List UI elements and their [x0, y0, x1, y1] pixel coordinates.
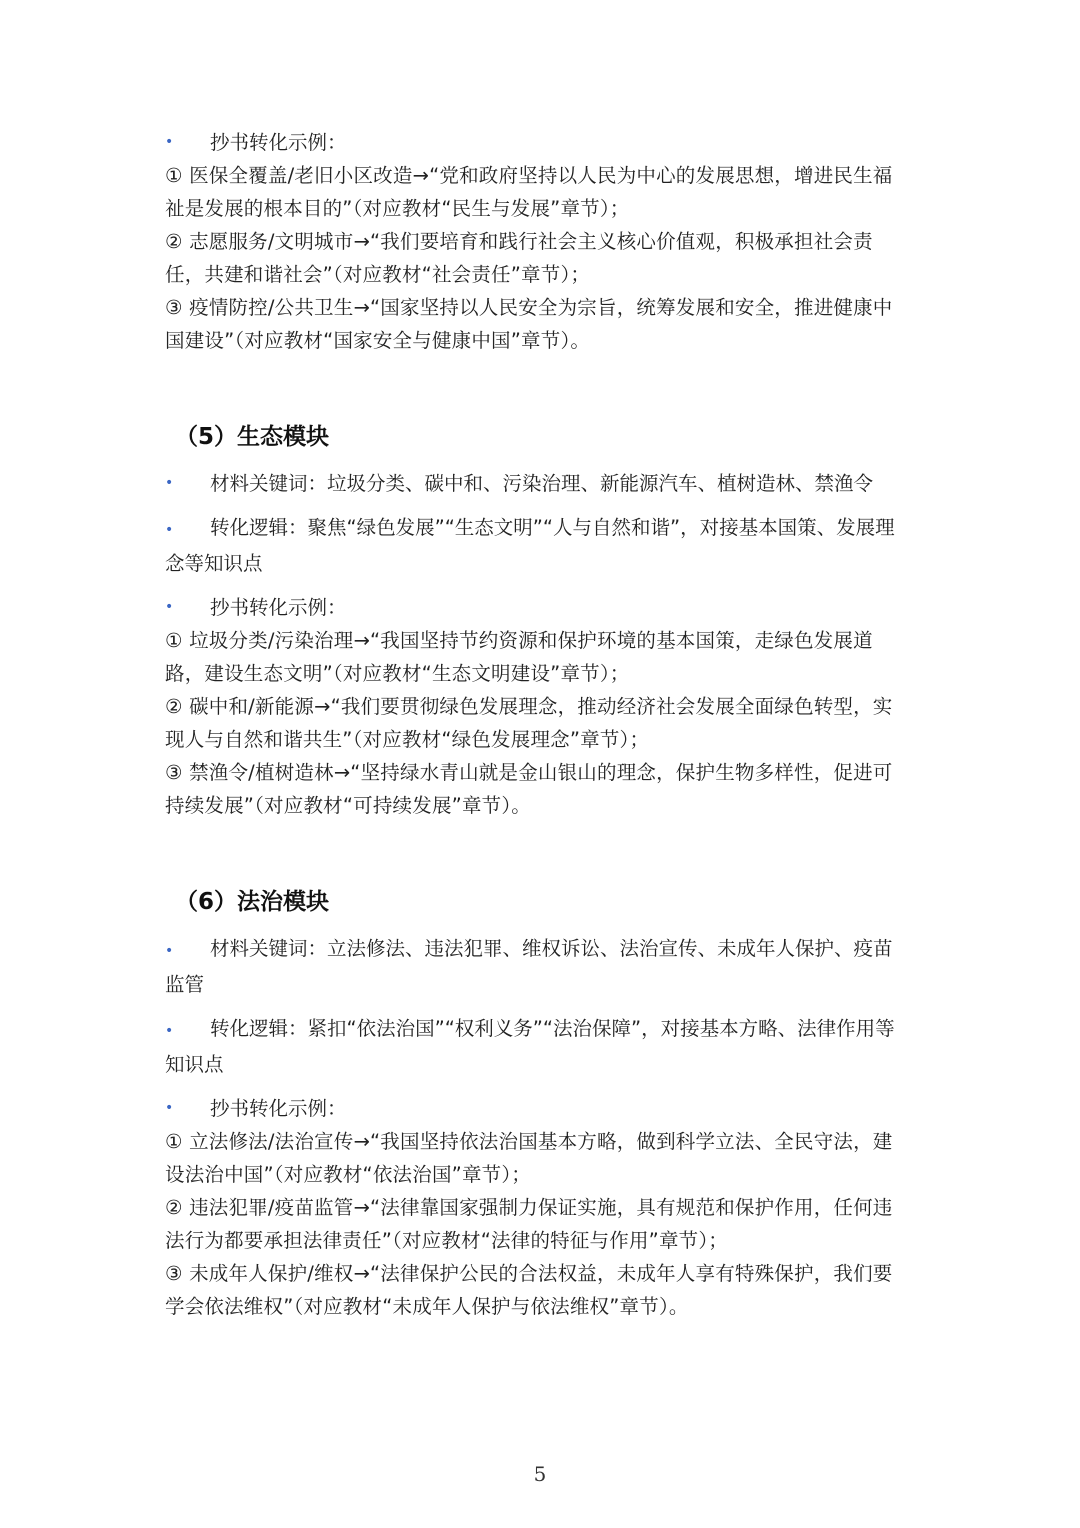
- example-item: ① 立法修法/法治宣传→“我国坚持依法治国基本方略，做到科学立法、全民守法，建设法治中国”（对应教材“依法治国”章节）；: [165, 1130, 893, 1186]
- example-item: ① 医保全覆盖/老旧小区改造→“党和政府坚持以人民为中心的发展思想，增进民生福祉是发展的根本目的”（对应教材“民生与发展”章节）；: [165, 164, 893, 220]
- bullet-icon: •: [165, 475, 174, 491]
- example-item: ② 志愿服务/文明城市→“我们要培育和践行社会主义核心价值观，积极承担社会责任，共建和谐社会”（对应教材“社会责任”章节）；: [165, 230, 873, 286]
- example-item: ① 垃圾分类/污染治理→“我国坚持节约资源和保护环境的基本国策，走绿色发展道路，建设生态文明”（对应教材“生态文明建设”章节）；: [165, 629, 873, 685]
- list-item: [165, 591, 910, 624]
- section-heading: （6）法治模块: [175, 889, 330, 915]
- example-item: ② 违法犯罪/疫苗监管→“法律靠国家强制力保证实施，具有规范和保护作用，任何违法行为都要承担法律责任”（对应教材“法律的特征与作用”章节）；: [165, 1196, 893, 1252]
- list-item: [165, 1092, 910, 1125]
- list-item: • 材料关键词：立法修法、违法犯罪、维权诉讼、法治宣传、未成年人保护、疫苗监管: [165, 937, 893, 996]
- logic-text: 转化逻辑：聚焦“绿色发展”“生态文明”“人与自然和谐”，对接基本国策、发展理念等知识点: [165, 516, 895, 575]
- keywords-text: 材料关键词：垃圾分类、碳中和、污染治理、新能源汽车、植树造林、禁渔令: [210, 472, 874, 495]
- logic-text: 转化逻辑：紧扣“依法治国”“权利义务”“法治保障”，对接基本方略、法律作用等知识点: [165, 1017, 895, 1076]
- list-item: [165, 126, 910, 159]
- page-content: [165, 126, 910, 1323]
- list-item: • 转化逻辑：聚焦“绿色发展”“生态文明”“人与自然和谐”，对接基本国策、发展理念等知识点: [165, 516, 895, 575]
- bullet-icon: •: [165, 599, 174, 615]
- page-number: 5: [533, 1462, 547, 1486]
- list-item: • 转化逻辑：紧扣“依法治国”“权利义务”“法治保障”，对接基本方略、法律作用等知识点: [165, 1017, 895, 1076]
- section-heading: （5）生态模块: [175, 424, 330, 450]
- example-label: 抄书转化示例：: [210, 596, 347, 619]
- keywords-text: 材料关键词：立法修法、违法犯罪、维权诉讼、法治宣传、未成年人保护、疫苗监管: [165, 937, 893, 996]
- example-item: ③ 疫情防控/公共卫生→“国家坚持以人民安全为宗旨，统筹发展和安全，推进健康中国建设”（对应教材“国家安全与健康中国”章节）。: [165, 296, 893, 352]
- bullet-icon: •: [165, 1100, 174, 1116]
- example-item: ③ 禁渔令/植树造林→“坚持绿水青山就是金山银山的理念，保护生物多样性，促进可持续发展”（对应教材“可持续发展”章节）。: [165, 761, 893, 817]
- bullet-icon: •: [165, 134, 174, 150]
- list-item: [165, 467, 910, 500]
- example-item: ② 碳中和/新能源→“我们要贯彻绿色发展理念，推动经济社会发展全面绿色转型，实现人与自然和谐共生”（对应教材“绿色发展理念”章节）；: [165, 695, 893, 751]
- example-label: 抄书转化示例：: [210, 131, 347, 154]
- example-label: 抄书转化示例：: [210, 1097, 347, 1120]
- example-item: ③ 未成年人保护/维权→“法律保护公民的合法权益，未成年人享有特殊保护，我们要学会依法维权”（对应教材“未成年人保护与依法维权”章节）。: [165, 1262, 893, 1318]
